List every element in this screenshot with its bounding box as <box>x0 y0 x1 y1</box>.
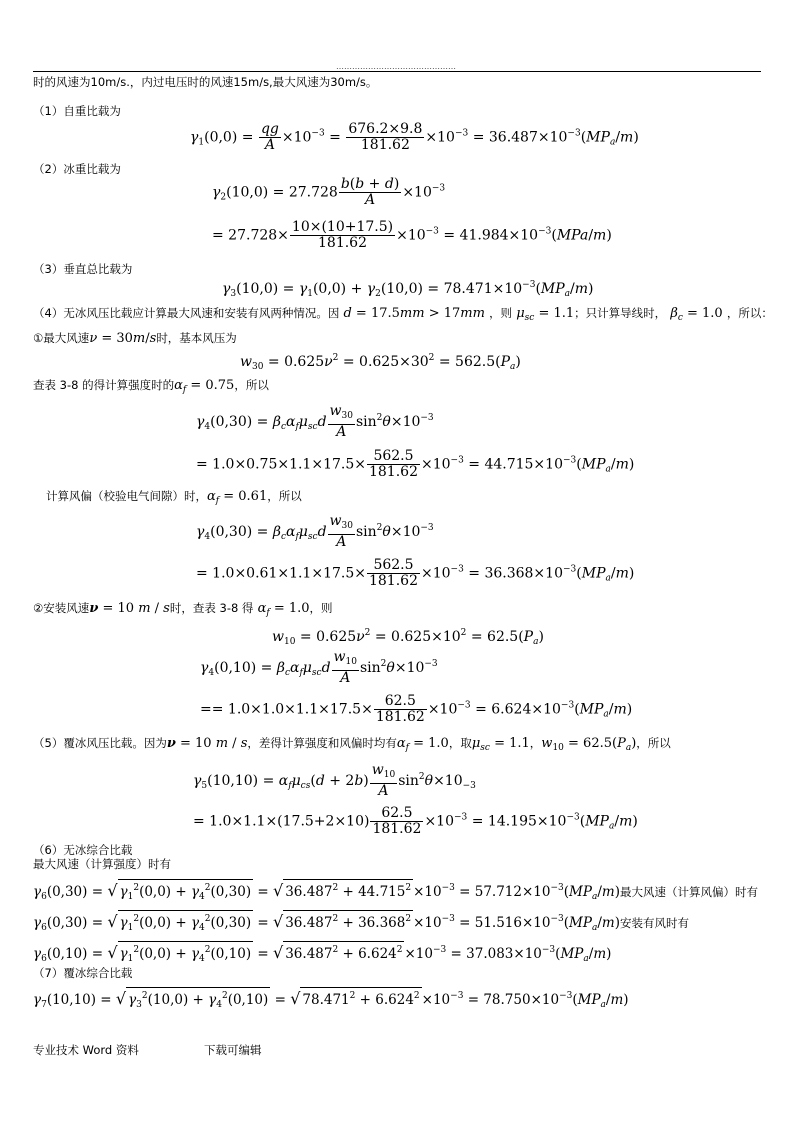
s5-equation-line2: = 1.0×1.1×(17.5+2×10) $\frac{62.5}{181.62}$ $\times 10^{-3} = 14.195\times 10^{-3}(MP_a/m)$ <box>193 805 638 837</box>
s4-eqA-line1: $\gamma_4(0,30) = \beta_c\alpha_f\mu_{sc}d$ $\frac{w_{30}}{A}$ $\sin^2\theta\times 10^{-3}$ <box>196 403 434 440</box>
s4-case2-heading: ②安装风速ν = 10 m / s时，查表 3-8 得 $\alpha_f = 1.0$，则 <box>33 601 333 618</box>
s6-subtitle: 最大风速（计算强度）时有 <box>33 857 171 871</box>
s1-equation: $\gamma_1(0,0)$ = $\frac{qg}{A}$ $\times 10^{-3}$ = $\frac{676.2\times 9.8}{181.62}$ $\times 10^{-3} = 36.487\times 10^{-3}(MP_a/m)$ <box>190 121 639 153</box>
s5-equation-line1: $\gamma_5(10,10) = \alpha_f\mu_{cs}(d + 2b)$ $\frac{w_{10}}{A}$ $\sin^2\theta\times 10_{-3}$ <box>193 762 476 799</box>
s4-title: （4）无冰风压比载应计算最大风速和安装有风两种情况。因 d = 17.5mm > 17mm ，则 $\mu_{sc} = 1.1$；只计算导线时， $\beta_c = 1.0$ ，所以： <box>33 306 773 323</box>
header-rule <box>33 71 761 72</box>
s1-title: （1）自重比载为 <box>33 104 121 118</box>
s7-equation: $\gamma_7(10,10)$ = √ $\gamma_3^2(10,0) + \gamma_4^2(0,10)$ = √ $78.471^2 + 6.624^2 \times 10^{-3} = 78.750\times 10^{-3}(MP_a/m)$ <box>33 987 629 1013</box>
w30-equation: $w_{30} = 0.625\nu^2 = 0.625\times 30^2 = 562.5(P_a)$ <box>240 353 521 372</box>
s4-eqB-line2: = 1.0×0.61×1.1×17.5× $\frac{562.5}{181.62}$ $\times 10^{-3} = 36.368\times 10^{-3}(MP_a/m)$ <box>196 557 635 589</box>
s6-eq3: $\gamma_6(0,10)$ = √ $\gamma_1^2(0,0) + \gamma_4^2(0,10)$ = √ $36.487^2 + 6.624^2 \times 10^{-3} = 37.083\times 10^{-3}(MP_a/m)$ <box>33 941 611 967</box>
s3-title: （3）垂直总比载为 <box>33 262 133 276</box>
s4-eqB-line1: $\gamma_4(0,30) = \beta_c\alpha_f\mu_{sc}d$ $\frac{w_{30}}{A}$ $\sin^2\theta\times 10^{-3}$ <box>196 513 434 550</box>
s3-equation: $\gamma_3(10,0) = \gamma_1(0,0) + \gamma_2(10,0) = 78.471\times 10^{-3}(MP_a/m)$ <box>222 280 594 299</box>
s4-bias-text: 计算风偏（校验电气间隙）时，$\alpha_f = 0.61$，所以 <box>46 489 302 506</box>
s7-title: （7）覆冰综合比载 <box>33 966 133 980</box>
s5-title: （5）覆冰风压比载。因为ν = 10 m / s，差得计算强度和风偏时均有$\alpha_f = 1.0$，取$\mu_{sc} = 1.1$，$w_{10} = 62.5(P_a)$，所以 <box>33 736 671 753</box>
s4-eqA-line2: = 1.0×0.75×1.1×17.5× $\frac{562.5}{181.62}$ $\times 10^{-3} = 44.715\times 10^{-3}(MP_a/m)$ <box>196 448 635 480</box>
footer-left: 专业技术 Word 资料 <box>33 1043 139 1057</box>
s4-case1-heading: ①最大风速ν = 30m/s时，基本风压为 <box>33 331 237 346</box>
s2-equation-line2: = 27.728× $\frac{10\times(10+17.5)}{181.62}$ $\times 10^{-3} = 41.984\times 10^{-3}(MPa/m)$ <box>212 219 612 251</box>
s6-eq1: $\gamma_6(0,30)$ = √ $\gamma_1^2(0,0) + \gamma_4^2(0,30)$ = √ $36.487^2 + 44.715^2 \times 10^{-3} = 57.712\times 10^{-3}(MP_a/m)$最大风速（计算风偏）时有 <box>33 879 758 905</box>
s6-eq2: $\gamma_6(0,30)$ = √ $\gamma_1^2(0,0) + \gamma_4^2(0,30)$ = √ $36.487^2 + 36.368^2 \times 10^{-3} = 51.516\times 10^{-3}(MP_a/m)$安装有风时有 <box>33 910 689 936</box>
s4-lookup-text: 查表 3-8 的得计算强度时的$\alpha_f = 0.75$，所以 <box>33 378 269 395</box>
s6-title: （6）无冰综合比载 <box>33 843 133 857</box>
s2-equation-line1: $\gamma_2(10,0) = 27.728$ $\frac{b(b + d)}{A}$ $\times 10^{-3}$ <box>212 176 446 208</box>
footer-right: 下载可编辑 <box>204 1043 262 1057</box>
header-dots: ……………………………………… <box>336 62 456 71</box>
s2-title: （2）冰重比载为 <box>33 162 121 176</box>
s4-eqC-line2: == 1.0×1.0×1.1×17.5× $\frac{62.5}{181.62}$ $\times 10^{-3} = 6.624\times 10^{-3}(MP_a/m)$ <box>200 693 633 725</box>
intro-text: 时的风速为10m/s.，内过电压时的风速15m/s,最大风速为30m/s。 <box>33 75 378 89</box>
s4-eqC-line1: $\gamma_4(0,10) = \beta_c\alpha_f\mu_{sc}d$ $\frac{w_{10}}{A}$ $\sin^2\theta\times 10^{-3}$ <box>200 649 438 686</box>
w10-equation: $w_{10} = 0.625\nu^2 = 0.625\times 10^2 = 62.5(P_a)$ <box>272 628 544 647</box>
